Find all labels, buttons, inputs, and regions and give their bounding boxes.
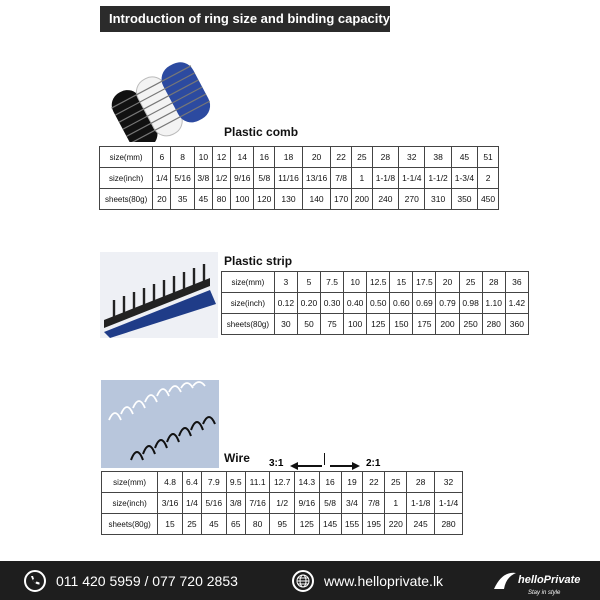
- table-cell: 12.7: [270, 472, 295, 493]
- table-cell: 120: [254, 189, 275, 210]
- table-cell: 16: [319, 472, 341, 493]
- plastic-comb-table: [99, 146, 499, 210]
- table-row: [100, 147, 499, 168]
- table-cell: 0.79: [436, 293, 459, 314]
- table-cell: 0.69: [413, 293, 436, 314]
- table-cell: 155: [341, 514, 363, 535]
- table-cell: 15: [158, 514, 183, 535]
- table-cell: 3/8: [226, 493, 245, 514]
- plastic-comb-photo: [104, 42, 222, 142]
- table-cell: 175: [413, 314, 436, 335]
- table-cell: 1-1/4: [435, 493, 463, 514]
- table-row: [100, 168, 499, 189]
- plastic-strip-label: Plastic strip: [224, 254, 293, 268]
- table-cell: 50: [297, 314, 320, 335]
- table-cell: 20: [436, 272, 459, 293]
- table-cell: 22: [331, 147, 352, 168]
- table-cell: 0.98: [459, 293, 482, 314]
- table-cell: 145: [319, 514, 341, 535]
- row-header: size(inch): [102, 493, 158, 514]
- table-cell: 100: [231, 189, 254, 210]
- table-cell: 270: [399, 189, 425, 210]
- table-cell: 10: [344, 272, 367, 293]
- table-row: [222, 293, 529, 314]
- brand-tagline: Stay in style: [528, 590, 561, 596]
- table-cell: 125: [295, 514, 320, 535]
- table-cell: 1-1/8: [372, 168, 398, 189]
- table-cell: 2: [478, 168, 499, 189]
- table-cell: 28: [482, 272, 505, 293]
- table-cell: 140: [302, 189, 330, 210]
- table-cell: 11/16: [275, 168, 303, 189]
- table-cell: 250: [459, 314, 482, 335]
- table-cell: 80: [245, 514, 270, 535]
- table-cell: 12: [212, 147, 230, 168]
- table-cell: 14.3: [295, 472, 320, 493]
- row-header: size(mm): [102, 472, 158, 493]
- table-row: [102, 493, 463, 514]
- table-cell: 170: [331, 189, 352, 210]
- table-cell: 1/2: [212, 168, 230, 189]
- table-cell: 6: [153, 147, 171, 168]
- table-cell: 1/2: [270, 493, 295, 514]
- plastic-comb-label: Plastic comb: [224, 125, 299, 139]
- table-cell: 3: [274, 272, 297, 293]
- table-cell: 200: [352, 189, 373, 210]
- table-cell: 200: [436, 314, 459, 335]
- table-cell: 360: [505, 314, 528, 335]
- table-cell: 19: [341, 472, 363, 493]
- table-cell: 350: [451, 189, 477, 210]
- plastic-strip-photo: [100, 252, 218, 338]
- arrow-left-icon: [290, 458, 322, 468]
- table-row: [102, 472, 463, 493]
- table-cell: 28: [372, 147, 398, 168]
- table-cell: 3/8: [194, 168, 212, 189]
- table-row: [222, 314, 529, 335]
- footer-bar: [0, 561, 600, 600]
- table-cell: 5: [297, 272, 320, 293]
- table-cell: 5/8: [319, 493, 341, 514]
- table-cell: 1: [385, 493, 407, 514]
- table-cell: 7/8: [331, 168, 352, 189]
- row-header: sheets(80g): [100, 189, 153, 210]
- table-cell: 8: [171, 147, 194, 168]
- plastic-strip-table: [221, 271, 529, 335]
- table-cell: 16: [254, 147, 275, 168]
- table-cell: 3/16: [158, 493, 183, 514]
- table-cell: 9/16: [231, 168, 254, 189]
- table-cell: 1-3/4: [451, 168, 477, 189]
- row-header: size(mm): [222, 272, 275, 293]
- table-cell: 280: [482, 314, 505, 335]
- table-cell: 80: [212, 189, 230, 210]
- table-cell: 28: [407, 472, 435, 493]
- table-cell: 20: [153, 189, 171, 210]
- table-cell: 45: [194, 189, 212, 210]
- table-cell: 18: [275, 147, 303, 168]
- table-cell: 45: [451, 147, 477, 168]
- table-cell: 5/16: [202, 493, 227, 514]
- table-row: [102, 514, 463, 535]
- row-header: sheets(80g): [222, 314, 275, 335]
- table-cell: 17.5: [413, 272, 436, 293]
- brand-name: helloPrivate: [518, 574, 581, 586]
- table-cell: 45: [202, 514, 227, 535]
- table-cell: 195: [363, 514, 385, 535]
- helloprivate-logo: [488, 565, 588, 597]
- table-cell: 13/16: [302, 168, 330, 189]
- table-cell: 240: [372, 189, 398, 210]
- table-cell: 7.5: [321, 272, 344, 293]
- table-cell: 9/16: [295, 493, 320, 514]
- row-header: sheets(80g): [102, 514, 158, 535]
- table-cell: 1-1/4: [399, 168, 425, 189]
- table-cell: 22: [363, 472, 385, 493]
- wire-table: [101, 471, 463, 535]
- table-cell: 25: [385, 472, 407, 493]
- table-cell: 95: [270, 514, 295, 535]
- table-cell: 51: [478, 147, 499, 168]
- table-cell: 150: [390, 314, 413, 335]
- table-cell: 32: [399, 147, 425, 168]
- table-cell: 1/4: [182, 493, 201, 514]
- table-cell: 0.40: [344, 293, 367, 314]
- ratio-3-1: 3:1: [269, 458, 284, 469]
- table-cell: 14: [231, 147, 254, 168]
- table-cell: 450: [478, 189, 499, 210]
- phone-icon: [24, 570, 46, 592]
- page-title: Introduction of ring size and binding capacity: [100, 6, 390, 32]
- table-cell: 32: [435, 472, 463, 493]
- table-cell: 25: [459, 272, 482, 293]
- table-cell: 125: [367, 314, 390, 335]
- table-cell: 3/4: [341, 493, 363, 514]
- table-cell: 65: [226, 514, 245, 535]
- table-cell: 4.8: [158, 472, 183, 493]
- footer-phone[interactable]: 011 420 5959 / 077 720 2853: [56, 572, 238, 589]
- table-cell: 11.1: [245, 472, 270, 493]
- wire-label: Wire: [224, 451, 250, 465]
- table-cell: 30: [274, 314, 297, 335]
- table-cell: 1: [352, 168, 373, 189]
- arrow-right-icon: [330, 458, 360, 468]
- table-cell: 36: [505, 272, 528, 293]
- table-cell: 0.12: [274, 293, 297, 314]
- table-cell: 75: [321, 314, 344, 335]
- table-cell: 6.4: [182, 472, 201, 493]
- connector-line: [324, 453, 325, 465]
- row-header: size(mm): [100, 147, 153, 168]
- row-header: size(inch): [100, 168, 153, 189]
- table-cell: 1.42: [505, 293, 528, 314]
- wire-binding-photo: [101, 380, 219, 468]
- table-cell: 220: [385, 514, 407, 535]
- table-cell: 25: [352, 147, 373, 168]
- table-row: [100, 189, 499, 210]
- table-cell: 0.20: [297, 293, 320, 314]
- row-header: size(inch): [222, 293, 275, 314]
- table-cell: 12.5: [367, 272, 390, 293]
- table-cell: 0.50: [367, 293, 390, 314]
- table-cell: 5/8: [254, 168, 275, 189]
- table-cell: 245: [407, 514, 435, 535]
- table-cell: 5/16: [171, 168, 194, 189]
- table-cell: 0.30: [321, 293, 344, 314]
- table-cell: 1-1/2: [425, 168, 451, 189]
- table-cell: 1.10: [482, 293, 505, 314]
- table-cell: 1-1/8: [407, 493, 435, 514]
- table-cell: 280: [435, 514, 463, 535]
- table-cell: 7/8: [363, 493, 385, 514]
- table-row: [222, 272, 529, 293]
- table-cell: 15: [390, 272, 413, 293]
- table-cell: 0.60: [390, 293, 413, 314]
- table-cell: 20: [302, 147, 330, 168]
- table-cell: 130: [275, 189, 303, 210]
- table-cell: 100: [344, 314, 367, 335]
- table-cell: 25: [182, 514, 201, 535]
- table-cell: 10: [194, 147, 212, 168]
- table-cell: 1/4: [153, 168, 171, 189]
- table-cell: 7/16: [245, 493, 270, 514]
- table-cell: 7.9: [202, 472, 227, 493]
- table-cell: 35: [171, 189, 194, 210]
- ratio-2-1: 2:1: [366, 458, 381, 469]
- table-cell: 38: [425, 147, 451, 168]
- table-cell: 9.5: [226, 472, 245, 493]
- globe-icon: [292, 570, 314, 592]
- footer-website[interactable]: www.helloprivate.lk: [324, 572, 444, 589]
- table-cell: 310: [425, 189, 451, 210]
